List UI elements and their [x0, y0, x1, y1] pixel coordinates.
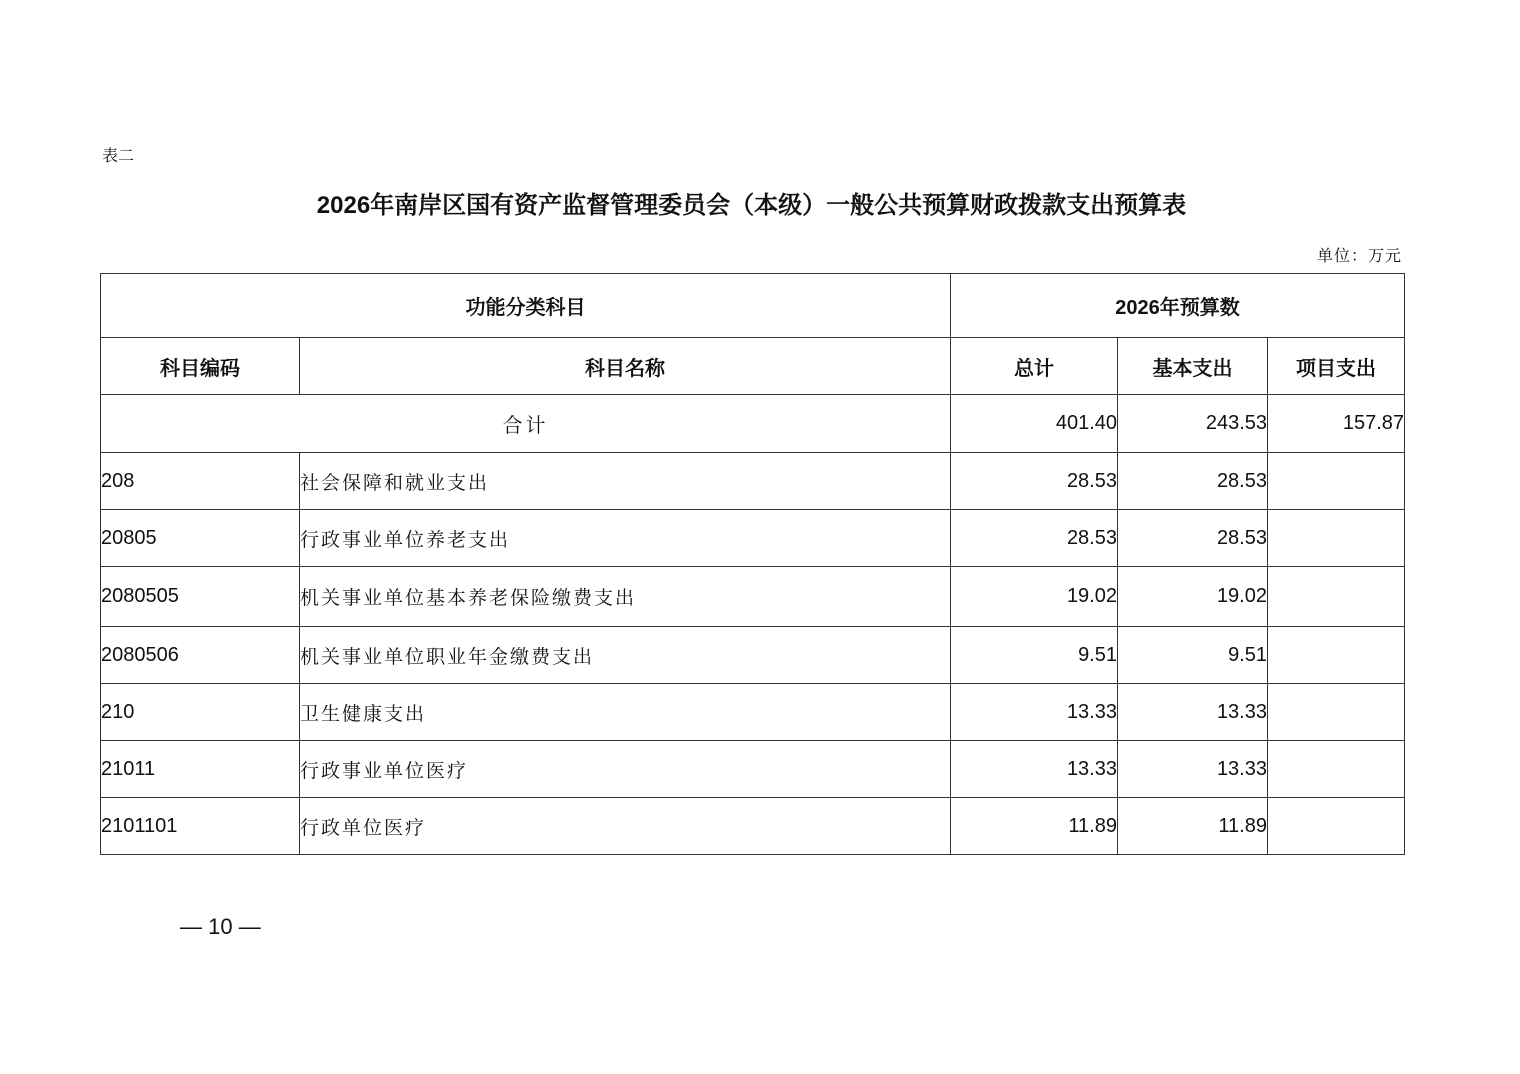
- total-cell: 13.33: [951, 741, 1118, 798]
- code-cell: 20805: [101, 510, 300, 567]
- table-row: [101, 741, 1405, 798]
- total-cell: 28.53: [951, 453, 1118, 510]
- code-cell: 21011: [101, 741, 300, 798]
- name-cell: 卫生健康支出: [300, 684, 951, 741]
- basic-cell: 13.33: [1118, 684, 1268, 741]
- basic-cell: 13.33: [1118, 741, 1268, 798]
- project-cell: [1268, 510, 1405, 567]
- total-cell: 9.51: [951, 627, 1118, 684]
- column-header-row: [101, 338, 1405, 395]
- total-column-header: 总计: [951, 338, 1118, 395]
- basic-cell: 28.53: [1118, 453, 1268, 510]
- basic-cell: 28.53: [1118, 510, 1268, 567]
- basic-cell: 11.89: [1118, 798, 1268, 855]
- code-cell: 2080506: [101, 627, 300, 684]
- basic-cell: 19.02: [1118, 567, 1268, 627]
- name-cell: 行政单位医疗: [300, 798, 951, 855]
- basic-cell: 9.51: [1118, 627, 1268, 684]
- document-title: 2026年南岸区国有资产监督管理委员会（本级）一般公共预算财政拨款支出预算表: [316, 192, 1187, 219]
- table-row: [101, 798, 1405, 855]
- project-cell: [1268, 627, 1405, 684]
- project-cell: [1268, 567, 1405, 627]
- total-row: [101, 395, 1405, 453]
- name-cell: 社会保障和就业支出: [300, 453, 951, 510]
- total-cell: 28.53: [951, 510, 1118, 567]
- name-cell: 机关事业单位基本养老保险缴费支出: [300, 567, 951, 627]
- code-column-header: 科目编码: [101, 338, 300, 395]
- table-row: [101, 510, 1405, 567]
- budget-year-header: 2026年预算数: [951, 274, 1405, 338]
- code-cell: 208: [101, 453, 300, 510]
- page-number: — 10 —: [180, 914, 261, 939]
- total-cell: 13.33: [951, 684, 1118, 741]
- total-label: 合计: [101, 395, 951, 453]
- budget-table: [100, 273, 1405, 855]
- project-cell: [1268, 453, 1405, 510]
- table-label: 表二: [102, 146, 135, 165]
- project-cell: [1268, 684, 1405, 741]
- total-cell: 19.02: [951, 567, 1118, 627]
- group-header-row: [101, 274, 1405, 338]
- total-cell: 11.89: [951, 798, 1118, 855]
- project-cell: [1268, 741, 1405, 798]
- functional-category-header: 功能分类科目: [101, 274, 951, 338]
- unit-label: 单位：万元: [1316, 246, 1402, 265]
- project-column-header: 项目支出: [1268, 338, 1405, 395]
- code-cell: 2080505: [101, 567, 300, 627]
- code-cell: 2101101: [101, 798, 300, 855]
- project-cell: 157.87: [1268, 395, 1405, 453]
- basic-cell: 243.53: [1118, 395, 1268, 453]
- project-cell: [1268, 798, 1405, 855]
- basic-column-header: 基本支出: [1118, 338, 1268, 395]
- name-cell: 机关事业单位职业年金缴费支出: [300, 627, 951, 684]
- table-row: [101, 684, 1405, 741]
- name-cell: 行政事业单位养老支出: [300, 510, 951, 567]
- table-row: [101, 627, 1405, 684]
- code-cell: 210: [101, 684, 300, 741]
- table-row: [101, 567, 1405, 627]
- name-cell: 行政事业单位医疗: [300, 741, 951, 798]
- total-cell: 401.40: [951, 395, 1118, 453]
- table-row: [101, 453, 1405, 510]
- name-column-header: 科目名称: [300, 338, 951, 395]
